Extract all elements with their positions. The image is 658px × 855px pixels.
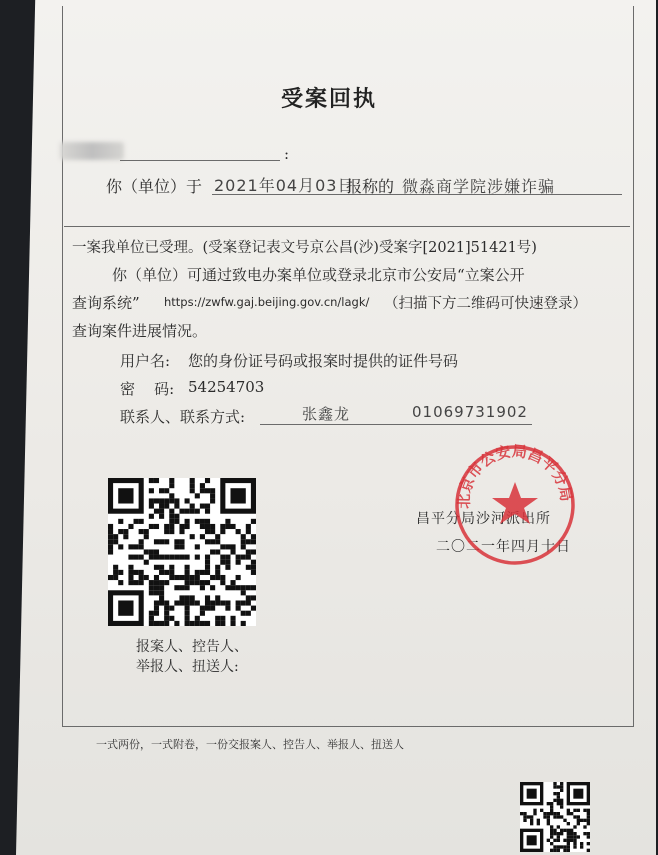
signatory-line-1: 报案人、控告人、 <box>136 639 248 655</box>
query-instruction-line: 你（单位）可通过致电办案单位或登录北京市公安局“立案公开 <box>112 266 525 284</box>
header-colon: : <box>284 145 290 163</box>
qr-code-icon <box>108 478 256 626</box>
username-value: 您的身份证号码或报案时提供的证件号码 <box>188 352 459 370</box>
query-qr-code[interactable] <box>108 478 256 626</box>
contact-name: 张鑫龙 <box>302 405 351 423</box>
password-label: 密 码: <box>120 380 175 398</box>
contact-underline <box>260 424 532 425</box>
footer-divider <box>62 726 633 727</box>
contact-label: 联系人、联系方式: <box>120 408 246 426</box>
name-underline <box>120 160 280 161</box>
report-line-prefix: 你（单位）于 <box>106 177 203 196</box>
signatory-line-2: 举报人、扭送人: <box>136 659 239 675</box>
username-label: 用户名: <box>120 352 171 370</box>
report-underline <box>212 194 622 195</box>
issuing-station: 昌平分局沙河派出所 <box>416 511 551 527</box>
password-value: 54254703 <box>188 378 265 396</box>
issue-date: 二〇二一年四月十日 <box>436 539 571 555</box>
acceptance-line: 一案我单位已受理。(受案登记表文号京公昌(沙)受案字[2021]51421号) <box>72 240 537 256</box>
official-seal-icon <box>450 440 580 570</box>
report-date: 2021年04月03日 <box>214 176 355 195</box>
section-divider <box>64 226 630 227</box>
copies-note: 一式两份，一式附卷，一份交报案人、控告人、举报人、扭送人 <box>96 738 404 751</box>
svg-text:北京市公安局昌平分局: 北京市公安局昌平分局 <box>454 442 576 509</box>
case-subject: 微淼商学院涉嫌诈骗 <box>402 177 556 196</box>
query-system-label: 查询系统” <box>72 294 140 312</box>
qr-hint: （扫描下方二维码可快速登录） <box>384 296 587 312</box>
qr-code-icon <box>520 782 590 852</box>
document-title: 受案回执 <box>280 87 377 112</box>
query-progress-line: 查询案件进展情况。 <box>72 322 208 340</box>
report-line-mid: 报称的 <box>346 177 395 196</box>
contact-phone: 01069731902 <box>412 403 528 421</box>
query-url-link[interactable]: https://zwfw.gaj.beijing.gov.cn/lagk/ <box>164 295 370 309</box>
corner-qr-code[interactable] <box>520 782 590 852</box>
redacted-name <box>60 142 124 160</box>
